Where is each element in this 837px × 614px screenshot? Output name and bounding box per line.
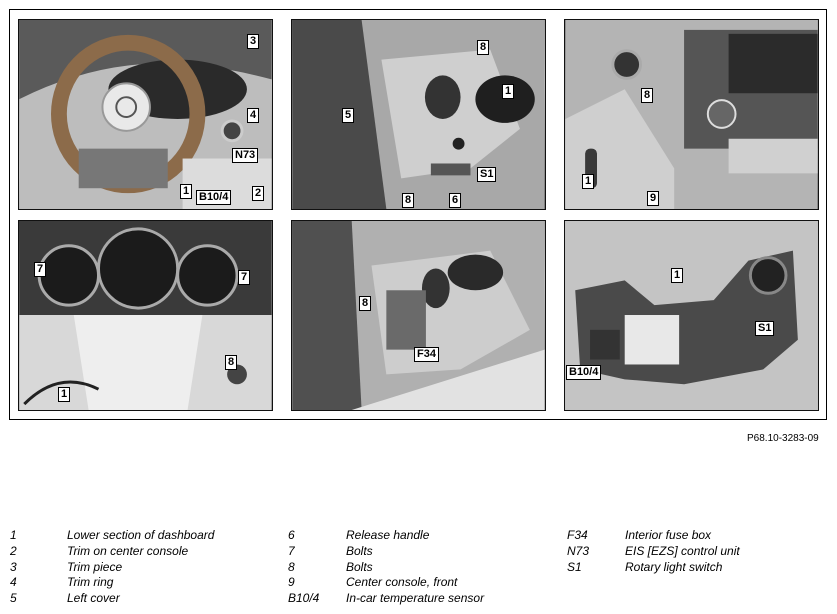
legend-desc: Center console, front [346, 575, 458, 590]
callout-1: 1 [582, 174, 594, 189]
callout-7-left: 7 [34, 262, 46, 277]
legend-item [567, 560, 740, 576]
left-dashboard-illustration [292, 20, 545, 209]
callout-8: 8 [225, 355, 237, 370]
legend-item [288, 560, 484, 576]
legend-code: 5 [10, 591, 17, 606]
legend-desc: Bolts [346, 559, 373, 574]
instrument-cluster-illustration [19, 221, 272, 410]
legend-code: S1 [567, 559, 582, 574]
callout-8-bottom: 8 [402, 193, 414, 208]
callout-8-top: 8 [477, 40, 489, 55]
callout-3: 3 [247, 34, 259, 49]
callout-b10-4: B10/4 [566, 365, 601, 380]
legend-code: 3 [10, 559, 17, 574]
legend-desc: Left cover [67, 591, 120, 606]
legend-item [10, 575, 214, 591]
callout-5: 5 [342, 108, 354, 123]
legend-column-3 [567, 528, 740, 575]
legend-code: 7 [288, 543, 295, 558]
legend-item [288, 544, 484, 560]
legend-desc: Release handle [346, 528, 430, 542]
steering-wheel-illustration [19, 20, 272, 209]
legend-desc: Trim on center console [67, 543, 189, 558]
legend-desc: Lower section of dashboard [67, 528, 215, 542]
removed-dashboard-section-illustration [565, 221, 818, 410]
legend-column-1 [10, 528, 214, 607]
figure-reference: P68.10-3283-09 [747, 433, 819, 444]
callout-2: 2 [252, 186, 264, 201]
legend-item [288, 575, 484, 591]
callout-1: 1 [502, 84, 514, 99]
legend-item [567, 528, 740, 544]
legend-item [288, 591, 484, 607]
legend-code: 9 [288, 575, 295, 590]
photo-instrument-cluster [18, 220, 273, 411]
callout-1: 1 [58, 387, 70, 402]
center-console-illustration [565, 20, 818, 209]
callout-s1: S1 [477, 167, 496, 182]
legend-desc: Trim piece [67, 559, 123, 574]
photo-removed-dashboard-section [564, 220, 819, 411]
legend-desc: Bolts [346, 543, 373, 558]
callout-f34: F34 [414, 347, 439, 362]
legend-desc: Interior fuse box [625, 528, 712, 542]
callout-1: 1 [671, 268, 683, 283]
legend-code: 1 [10, 528, 17, 542]
legend-item [10, 560, 214, 576]
callout-9: 9 [647, 191, 659, 206]
callout-8: 8 [359, 296, 371, 311]
legend-code: B10/4 [288, 591, 320, 606]
callout-n73: N73 [232, 148, 258, 163]
legend-code: N73 [567, 543, 590, 558]
fuse-box-illustration [292, 221, 545, 410]
legend-item [10, 544, 214, 560]
legend-code: 4 [10, 575, 17, 590]
legend-column-2 [288, 528, 484, 607]
callout-6: 6 [449, 193, 461, 208]
legend-code: F34 [567, 528, 588, 542]
legend-item [10, 591, 214, 607]
legend-item [288, 528, 484, 544]
photo-fuse-box [291, 220, 546, 411]
callout-b10-4: B10/4 [196, 190, 231, 205]
photo-left-dashboard [291, 19, 546, 210]
legend-desc: Trim ring [67, 575, 114, 590]
legend-code: 2 [10, 543, 17, 558]
photo-steering-wheel [18, 19, 273, 210]
legend-item [10, 528, 214, 544]
legend-desc: EIS [EZS] control unit [625, 543, 740, 558]
legend-code: 8 [288, 559, 295, 574]
legend-desc: Rotary light switch [625, 559, 723, 574]
callout-7-right: 7 [238, 270, 250, 285]
legend-desc: In-car temperature sensor [346, 591, 485, 606]
legend-item [567, 544, 740, 560]
legend-code: 6 [288, 528, 295, 542]
callout-1: 1 [180, 184, 192, 199]
photo-center-console [564, 19, 819, 210]
callout-8: 8 [641, 88, 653, 103]
callout-4: 4 [247, 108, 259, 123]
callout-s1: S1 [755, 321, 774, 336]
